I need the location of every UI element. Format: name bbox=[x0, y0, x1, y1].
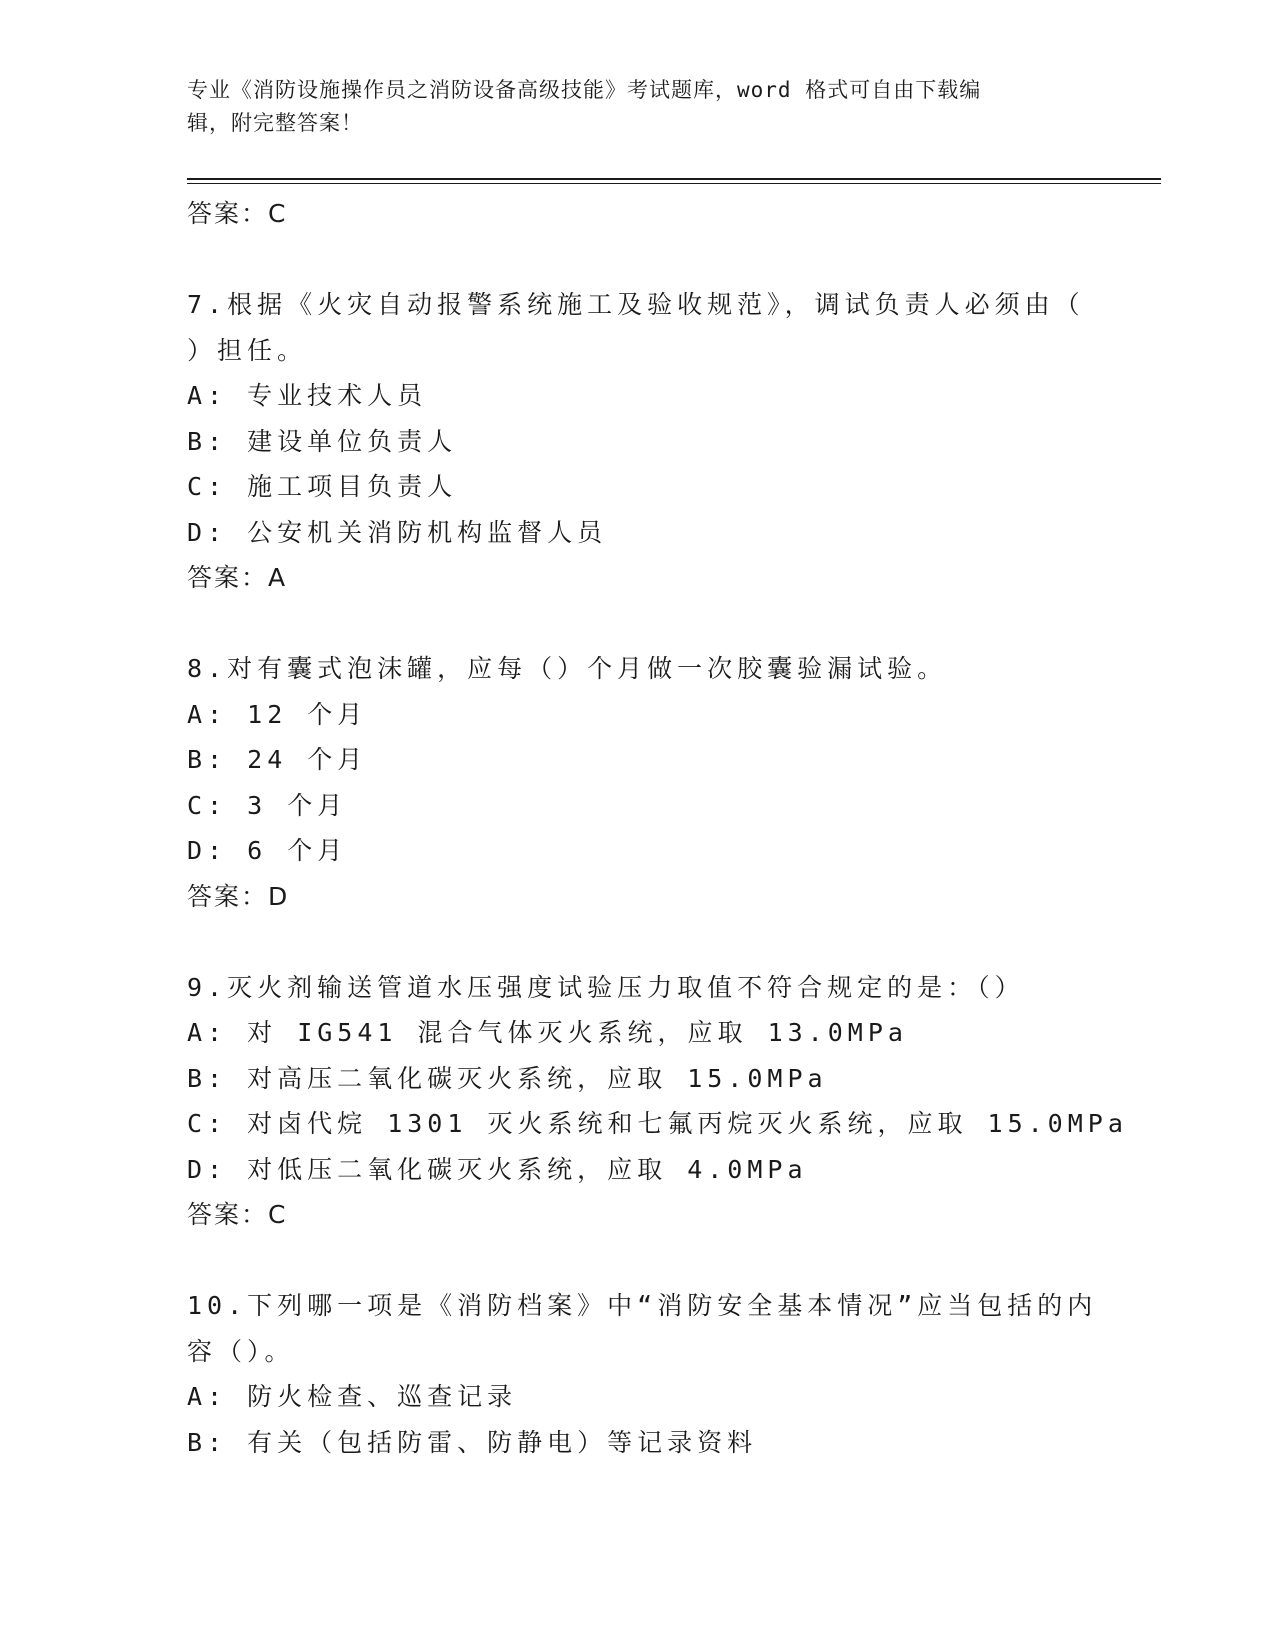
previous-answer: 答案：C bbox=[187, 199, 288, 228]
question-stem: 10.下列哪一项是《消防档案》中“消防安全基本情况”应当包括的内 bbox=[187, 1291, 1098, 1320]
option-d: D: 对低压二氧化碳灭火系统，应取 4.0MPa bbox=[187, 1154, 808, 1184]
answer: 答案：C bbox=[187, 1200, 288, 1229]
question-stem: 8.对有囊式泡沫罐，应每（）个月做一次胶囊验漏试验。 bbox=[187, 654, 948, 683]
question-stem-continued: 容（）。 bbox=[187, 1336, 295, 1366]
question-stem-continued: ）担任。 bbox=[187, 335, 308, 365]
question-10 bbox=[187, 1283, 1098, 1465]
spacer bbox=[187, 601, 1087, 647]
option-a: A: 防火检查、巡查记录 bbox=[187, 1382, 518, 1411]
document-header bbox=[187, 74, 1087, 140]
spacer bbox=[187, 237, 1087, 283]
option-c: C: 对卤代烷 1301 灭火系统和七氟丙烷灭火系统，应取 15.0MPa bbox=[187, 1109, 1128, 1138]
question-7 bbox=[187, 282, 1087, 601]
option-d: D: 6 个月 bbox=[187, 836, 348, 865]
question-stem: 7.根据《火灾自动报警系统施工及验收规范》，调试负责人必须由（ bbox=[187, 290, 1085, 319]
option-b: B: 对高压二氧化碳灭火系统，应取 15.0MPa bbox=[187, 1063, 828, 1093]
header-divider-thick bbox=[187, 178, 1161, 180]
header-line-1: 专业《消防设施操作员之消防设备高级技能》考试题库，word 格式可自由下载编 bbox=[187, 78, 982, 102]
question-stem: 9.灭火剂输送管道水压强度试验压力取值不符合规定的是：（） bbox=[187, 972, 1025, 1002]
header-line-2: 辑，附完整答案！ bbox=[187, 111, 363, 135]
option-d: D: 公安机关消防机构监督人员 bbox=[187, 517, 608, 547]
spacer bbox=[187, 919, 1087, 965]
answer: 答案：D bbox=[187, 881, 290, 911]
question-list bbox=[187, 191, 1128, 1465]
option-b: B: 建设单位负责人 bbox=[187, 426, 458, 456]
header-divider-thin bbox=[187, 183, 1161, 184]
spacer bbox=[187, 1238, 1087, 1284]
answer: 答案：A bbox=[187, 563, 288, 592]
option-b: B: 24 个月 bbox=[187, 745, 368, 774]
option-a: A: 12 个月 bbox=[187, 699, 368, 729]
question-8 bbox=[187, 646, 1087, 919]
option-c: C: 施工项目负责人 bbox=[187, 472, 458, 501]
question-9 bbox=[187, 965, 1128, 1238]
option-c: C: 3 个月 bbox=[187, 790, 348, 820]
option-a: A: 对 IG541 混合气体灭火系统，应取 13.0MPa bbox=[187, 1018, 908, 1047]
option-b: B: 有关（包括防雷、防静电）等记录资料 bbox=[187, 1427, 758, 1457]
option-a: A: 专业技术人员 bbox=[187, 381, 428, 410]
